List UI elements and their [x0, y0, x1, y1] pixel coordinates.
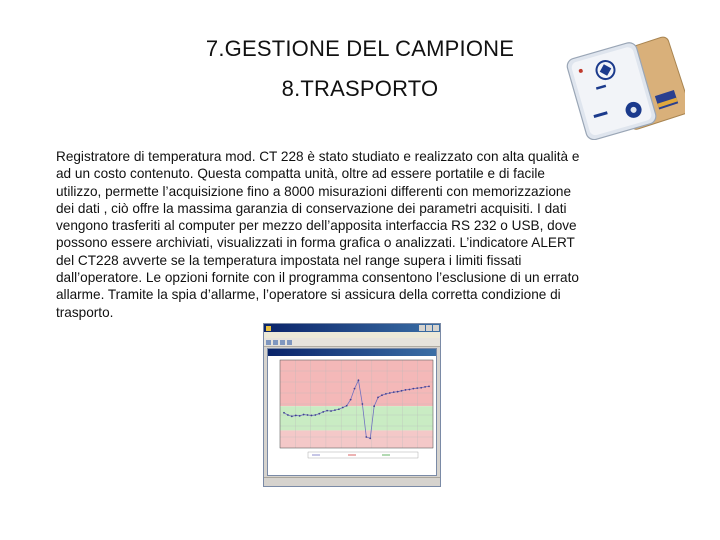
data-point: [326, 410, 328, 412]
data-point: [334, 409, 336, 411]
data-point: [377, 397, 379, 399]
data-point: [330, 410, 332, 412]
data-point: [412, 388, 414, 390]
data-point: [283, 412, 285, 414]
data-point: [322, 411, 324, 413]
open-icon: [266, 340, 271, 345]
temperature-chart: [268, 356, 438, 469]
app-toolbar: [264, 338, 440, 347]
data-point: [358, 379, 360, 381]
paragraph-line: allarme. Tramite la spia d’allarme, l’operatore si assicura della corretta condizione di: [56, 287, 561, 303]
data-point: [401, 390, 403, 392]
data-point: [350, 399, 352, 401]
paragraph-line: ad un costo contenuto. Questa compatta unità, oltre ad essere portatile e di facile: [56, 166, 545, 182]
data-point: [381, 394, 383, 396]
data-point: [342, 407, 344, 409]
data-point: [397, 391, 399, 393]
chart-window: [267, 348, 437, 476]
page-title-line-1: 7.GESTIONE DEL CAMPIONE: [205, 36, 515, 61]
zoom-icon: [287, 340, 292, 345]
software-screenshot: [263, 323, 441, 487]
data-point: [307, 414, 309, 416]
data-point: [299, 415, 301, 417]
data-point: [405, 389, 407, 391]
chart-legend: [308, 452, 418, 458]
paragraph-line: vengono trasferiti al computer per mezzo dell’apposita interfaccia RS 232 o USB, dove: [56, 218, 577, 234]
temperature-logger-photo: [560, 30, 685, 140]
app-icon: [266, 326, 271, 331]
paragraph-line: trasporto.: [56, 304, 114, 320]
page-title-line-2: 8.TRASPORTO: [281, 76, 439, 101]
paragraph-line: Registratore di temperatura mod. CT 228 è stato studiato e realizzato con alta qualità e: [56, 149, 580, 164]
data-point: [311, 415, 313, 417]
data-point: [393, 391, 395, 393]
data-point: [365, 436, 367, 438]
window-controls: [418, 325, 439, 335]
paragraph-line: del CT228 avverte se la temperatura impostata nel range supera i limiti fissati: [56, 252, 522, 268]
data-point: [428, 386, 430, 388]
save-icon: [273, 340, 278, 345]
data-point: [424, 386, 426, 388]
data-point: [287, 414, 289, 416]
description-paragraph: [56, 148, 666, 321]
app-titlebar: [264, 324, 440, 332]
data-point: [295, 415, 297, 417]
paragraph-line: dei dati , ciò offre la massima garanzia di conservazione dei parametri acquisiti. I dati: [56, 200, 567, 216]
data-point: [389, 392, 391, 394]
data-point: [416, 387, 418, 389]
data-point: [409, 389, 411, 391]
chart-window-titlebar: [268, 349, 436, 356]
data-point: [318, 413, 320, 415]
paragraph-line: dall’operatore. Le opzioni fornite con il programma consentono l’esclusione di un errato: [56, 270, 579, 286]
data-point: [303, 414, 305, 416]
app-statusbar: [264, 477, 440, 486]
paragraph-line: utilizzo, permette l’acquisizione fino a 8000 misurazioni differenti con memorizzazione: [56, 183, 572, 199]
data-point: [420, 387, 422, 389]
data-point: [338, 408, 340, 410]
data-point: [361, 403, 363, 405]
print-icon: [280, 340, 285, 345]
data-point: [291, 415, 293, 417]
data-point: [369, 437, 371, 439]
data-point: [354, 388, 356, 390]
data-point: [314, 414, 316, 416]
data-point: [373, 405, 375, 407]
data-point: [385, 393, 387, 395]
paragraph-line: possono essere archiviati, visualizzati in forma grafica o analizzati. L’indicatore ALERT: [56, 235, 575, 251]
data-point: [346, 405, 348, 407]
